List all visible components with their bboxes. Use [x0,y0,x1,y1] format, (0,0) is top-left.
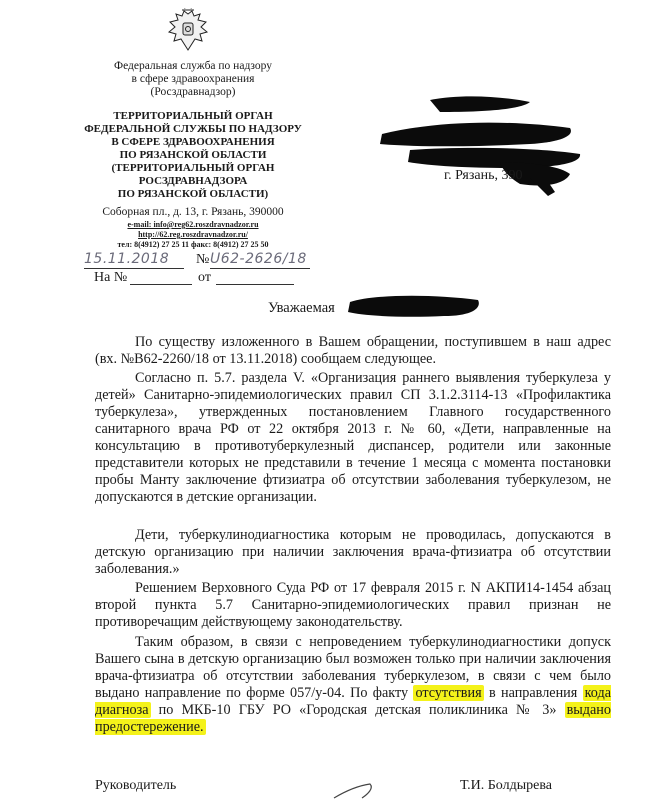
agency-email [78,220,308,230]
recipient-city: г. Рязань, 390 [444,168,523,183]
redacted-name [344,292,484,322]
coat-of-arms-icon [166,8,210,56]
paragraph-intro: По существу изложенного в Вашем обращении, поступившем в наш адрес (вх. №В62-2260/18 от 13.11.2018) сообщаем следующее. [95,334,611,367]
number-handwritten: U62-2626/18 [210,251,307,267]
ref-date-label: от [198,270,211,285]
agency-phone: тел: 8(4912) 27 25 11 факс: 8(4912) 27 25 50 [117,240,269,249]
agency-line: (Росздравнадзор) [150,86,236,98]
organ-name [78,110,308,201]
agency-address: Соборная пл., д. 13, г. Рязань, 390000 [102,206,284,218]
organ-line: ПО РЯЗАНСКОЙ ОБЛАСТИ [119,149,267,161]
agency-name [78,60,308,99]
greeting: Уважаемая [268,300,335,316]
organ-line: ПО РЯЗАНСКОЙ ОБЛАСТИ) [117,188,269,200]
highlight-warning-issued: выдано предостережение. [95,702,611,735]
organ-line: В СФЕРЕ ЗДРАВООХРАНЕНИЯ [111,136,275,148]
agency-site[interactable]: http://62.reg.roszdravnadzor.ru/ [138,230,248,239]
agency-line: Федеральная служба по надзору [113,60,273,72]
paragraph-sanpin: Согласно п. 5.7. раздела V. «Организация раннего выявления туберкулеза у детей» Санитарно-эпидемиологических правил СП 3.1.2.3114-13 «Профилактика туберкулеза», утвержденных постановлением Главного государственного санитарного врача РФ от 22 октября 2013 г. № 60, «Дети, направленные на консультацию в противотуберкулезный диспансер, родители или законные представители которых не представили в течение 1 месяца с момента постановки пробы Манту заключение фтизиатра об отсутствии заболевания туберкулезом, не допускаются в детские организации. [95,370,611,505]
highlight-diagnosis-code: кода диагноза [95,685,611,718]
conclusion-text: в направления [483,685,583,701]
number-line [210,250,310,269]
organ-line: РОСЗДРАВНАДЗОРА [138,175,248,187]
number-label: № [196,252,210,267]
date-line [84,250,184,269]
ref-number-line [130,284,192,285]
date-handwritten: 15.11.2018 [84,251,170,267]
redacted-recipient [370,92,590,202]
email-link[interactable]: e-mail: info@reg62.roszdravnadzor.ru [127,220,259,229]
organ-line: ТЕРРИТОРИАЛЬНЫЙ ОРГАН [113,110,273,122]
conclusion-text: Таким образом, в связи с непроведением туберкулинодиагностики допуск Вашего сына в детскую организацию был возможен только при наличии заключения врача-фтизиатра об отсутствии заболевания туберкулезом, в связи с чем было выдано направление по форме 057/у-04. По факту [95,634,611,701]
ref-date-line [216,284,294,285]
signature-title: Руководитель [95,778,177,793]
organ-line: ФЕДЕРАЛЬНОЙ СЛУЖБЫ ПО НАДЗОРУ [84,123,302,135]
agency-line: в сфере здравоохранения [131,73,255,85]
organ-line: (ТЕРРИТОРИАЛЬНЫЙ ОРГАН [111,162,275,174]
signature-name: Т.И. Болдырева [460,778,552,793]
ref-number-label: На № [94,270,128,285]
paragraph-court: Решением Верховного Суда РФ от 17 февраля 2015 г. N АКПИ14-1454 абзац второй пункта 5.7 Санитарно-эпидемиологических правил признан не противоречащим действующему законодательству. [95,580,611,630]
highlight-absence: отсутствия [415,685,482,701]
paragraph-quote-end: Дети, туберкулинодиагностика которым не проводилась, допускаются в детскую организацию при наличии заключения врача-фтизиатра об отсутствии заболевания.» [95,527,611,577]
paragraph-conclusion [95,634,611,736]
signature-scribble [330,782,390,800]
conclusion-text: по МКБ-10 ГБУ РО «Городская детская поликлиника № 3» [150,702,565,718]
